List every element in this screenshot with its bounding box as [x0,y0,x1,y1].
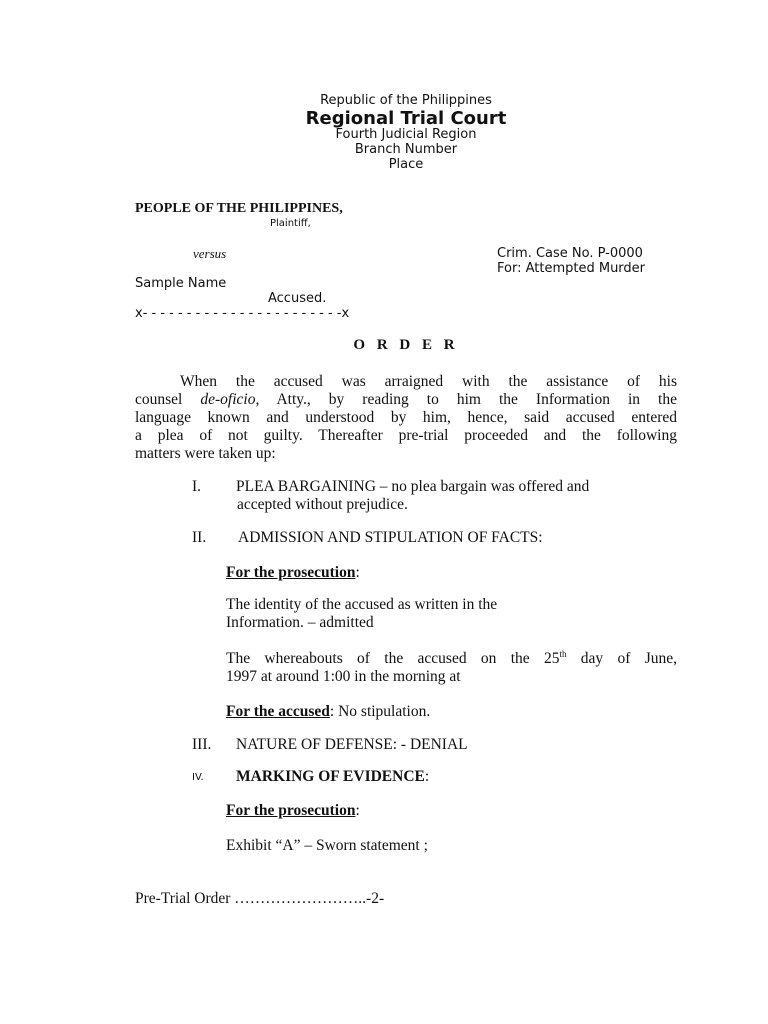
caption-separator: x- - - - - - - - - - - - - - - - - - - - - - -x [135,306,350,321]
intro-line-4: a plea of not guilty. Thereafter pre-trial proceeded and the following [135,427,677,444]
accused-stipulation: For the accused: No stipulation. [226,703,431,720]
versus-label: versus [193,246,227,261]
prosecution-evidence-heading: For the prosecution: [226,802,360,819]
fact-2-line-1: The whereabouts of the accused on the 25th day of June, [226,648,678,667]
section-3-title: NATURE OF DEFENSE: - DENIAL [236,736,468,753]
fact-1-line-2: Information. – admitted [226,614,374,631]
section-2-number: II. [192,529,207,546]
prosecution-heading: For the prosecution: [226,564,360,581]
header-republic: Republic of the Philippines [320,93,492,108]
accused-role: Accused. [268,291,327,306]
intro-line-3: language known and understood by him, hence, said accused entered [135,409,677,426]
section-4-number: IV. [192,772,204,783]
header-place: Place [388,157,424,172]
header-court: Regional Trial Court [305,108,507,129]
intro-line-1: When the accused was arraigned with the assistance of his [180,373,677,390]
exhibit-a: Exhibit “A” – Sworn statement ; [226,837,428,854]
section-4-title: MARKING OF EVIDENCE: [236,768,430,785]
accused-name: Sample Name [135,276,227,291]
section-1-line-2: accepted without prejudice. [237,496,408,513]
section-1-number: I. [192,478,202,495]
section-2-title: ADMISSION AND STIPULATION OF FACTS: [238,529,543,546]
header-branch: Branch Number [354,142,458,157]
plaintiff-name: PEOPLE OF THE PHILIPPINES, [135,201,343,216]
section-3-number: III. [192,736,212,753]
intro-line-5: matters were taken up: [135,445,276,462]
fact-2-line-2: 1997 at around 1:00 in the morning at [226,668,461,685]
case-number: Crim. Case No. P-0000 [497,246,643,261]
order-title: O R D E R [353,337,459,353]
page-reference: Pre-Trial Order ……………………..-2- [135,890,385,907]
plaintiff-role: Plaintiff, [270,218,311,229]
header-region: Fourth Judicial Region [335,127,477,142]
fact-1-line-1: The identity of the accused as written in the [226,596,498,613]
section-1-line-1: PLEA BARGAINING – no plea bargain was offered and [236,478,590,495]
case-for: For: Attempted Murder [497,261,646,276]
intro-line-2: counsel de-oficio, Atty., by reading to him the Information in the [135,391,677,408]
